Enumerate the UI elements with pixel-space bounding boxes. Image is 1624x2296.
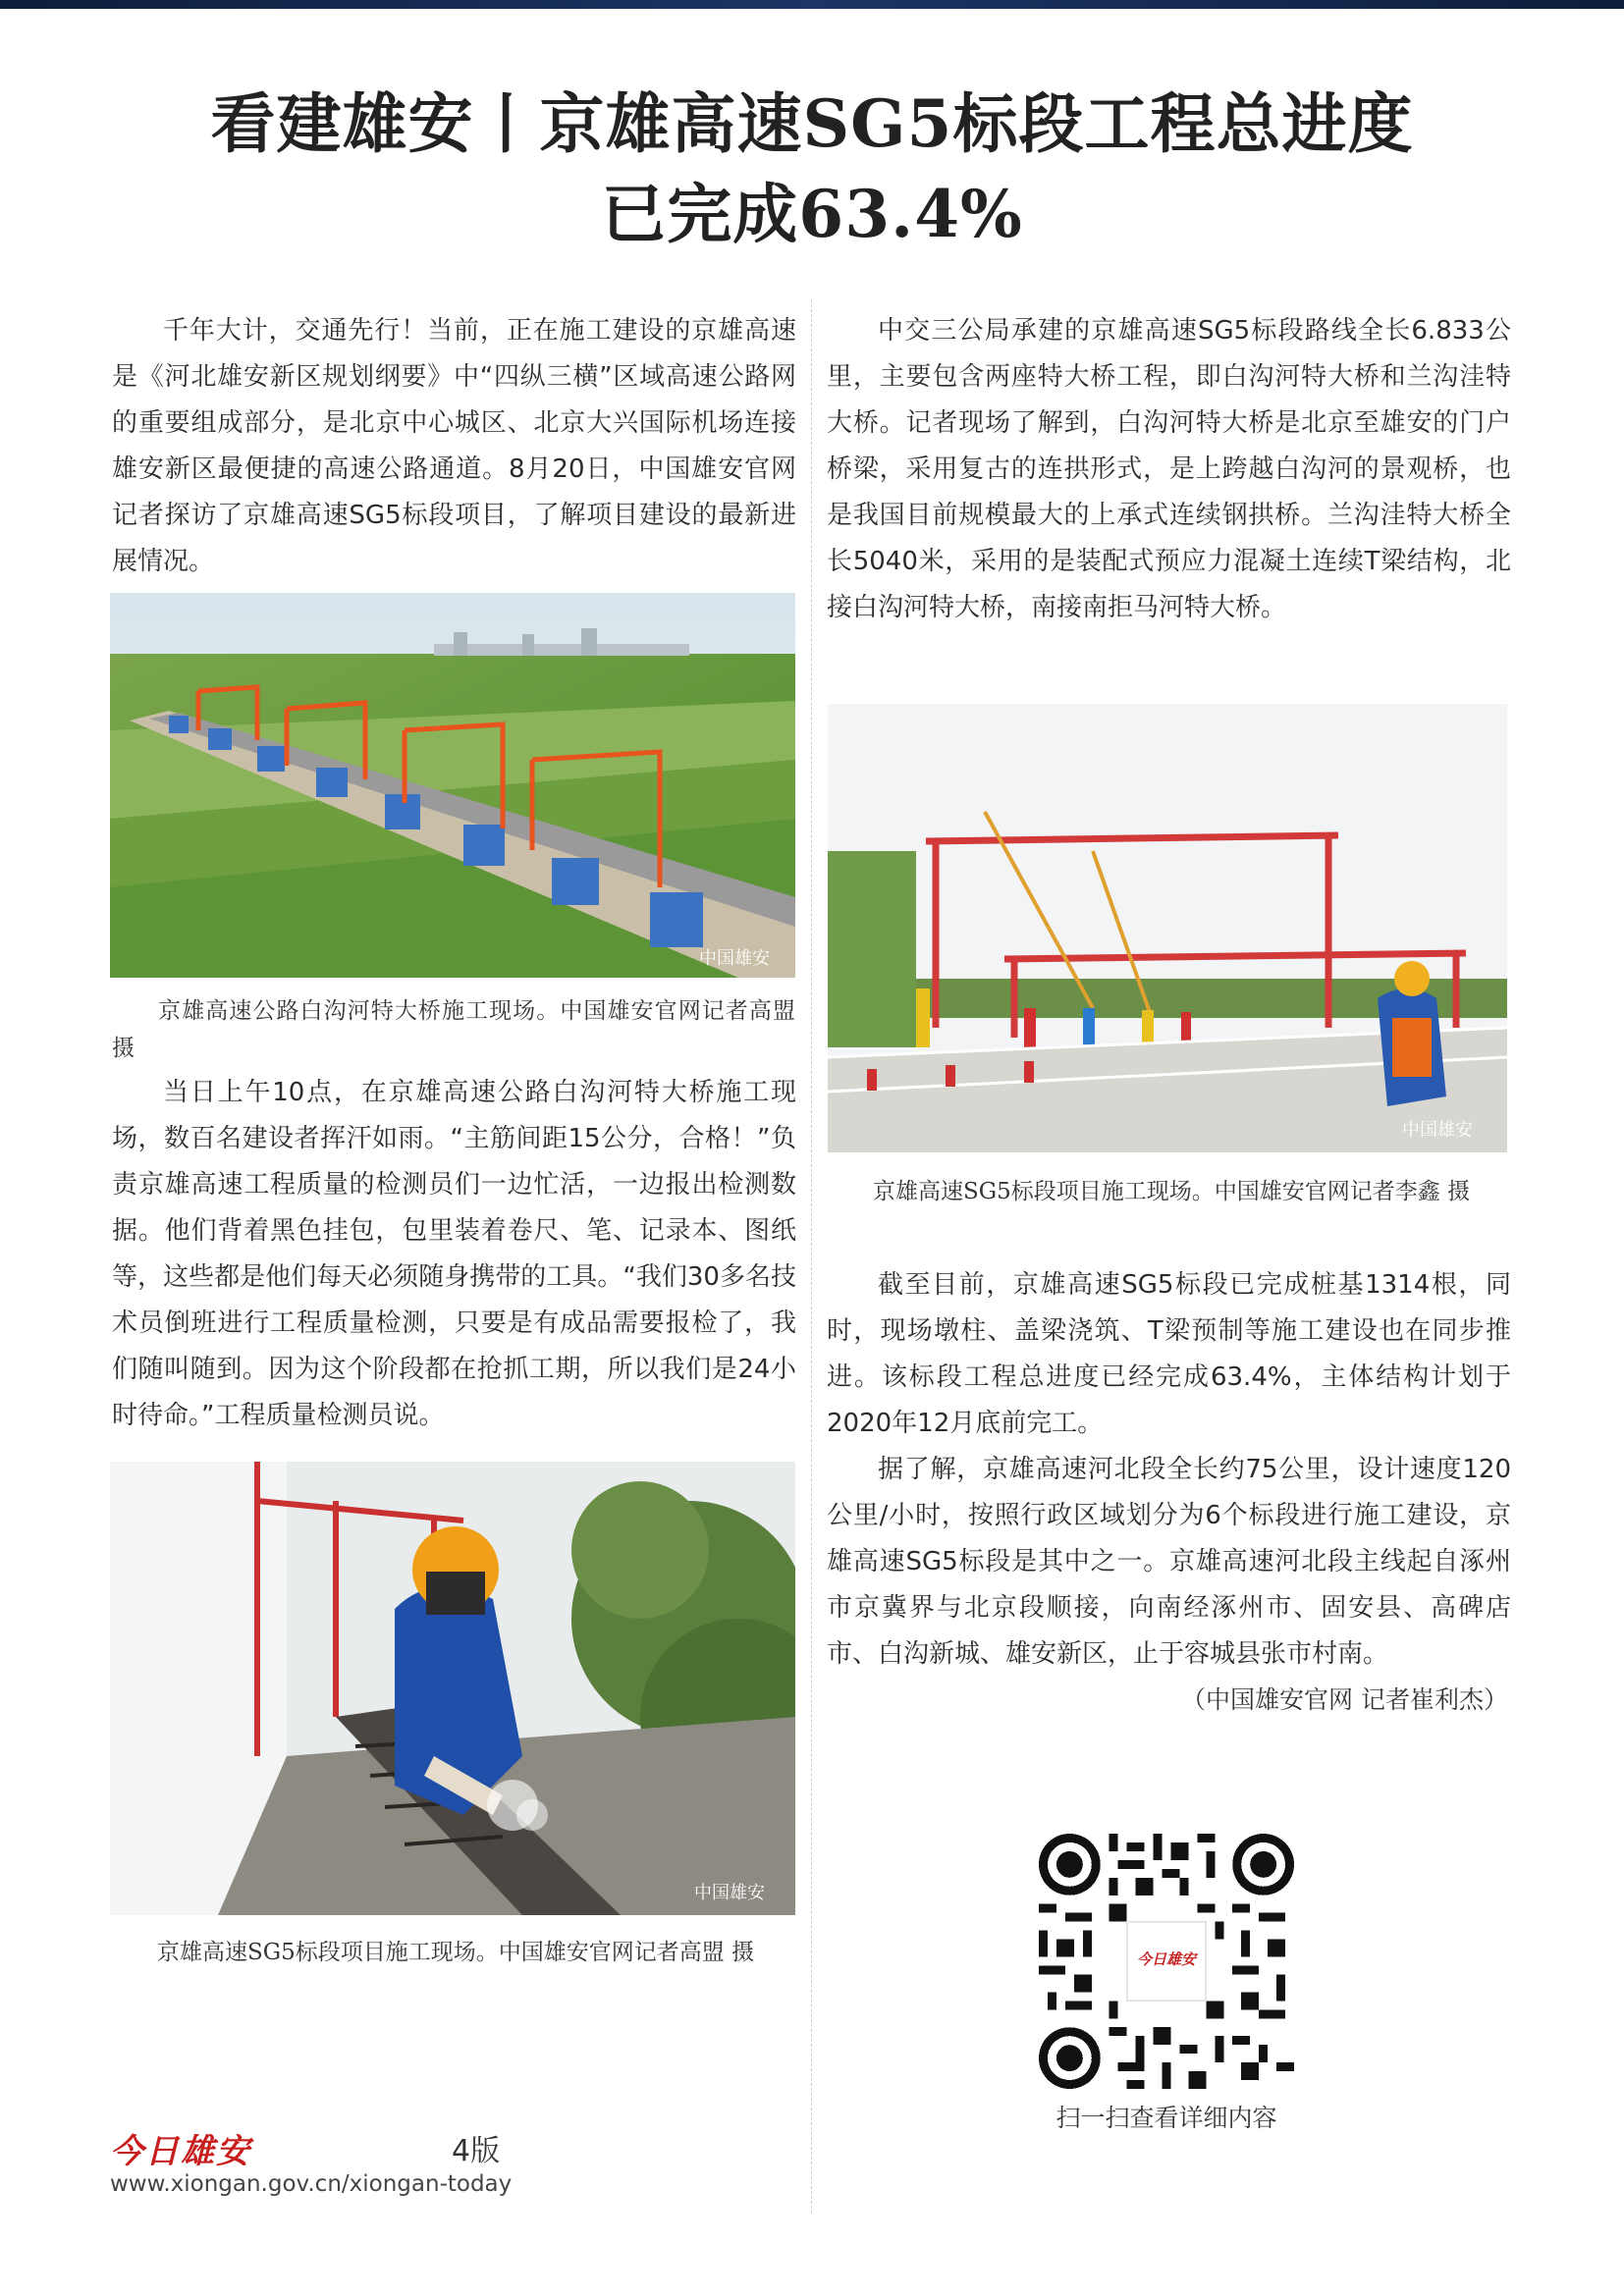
right-column [827, 308, 1511, 631]
right-paragraph-3: 据了解，京雄高速河北段全长约75公里，设计速度120公里/小时，按照行政区域划分为6个标段进行施工建设，京雄高速SG5标段是其中之一。京雄高速河北段主线起自涿州市京冀界与北京段顺接，向南经涿州市、固安县、高碑店市、白沟新城、雄安新区，止于容城县张市村南。 [827, 1455, 1511, 1669]
left-paragraph-2: 当日上午10点，在京雄高速公路白沟河特大桥施工现场，数百名建设者挥汗如雨。“主筋间距15公分，合格！”负责京雄高速工程质量的检测员们一边忙活，一边报出检测数据。他们背着黑色挂包，包里装着卷尺、笔、记录本、图纸等，这些都是他们每天必须随身携带的工具。“我们30多名技术员倒班进行工程质量检测，只要是有成品需要报检了，我们随叫随到。因为这个阶段都在抢抓工期，所以我们是24小时待命。”工程质量检测员说。 [112, 1078, 796, 1430]
qr-center-label: 今日雄安 [1137, 1950, 1197, 1968]
right-paragraph-1: 中交三公局承建的京雄高速SG5标段路线全长6.833公里，主要包含两座特大桥工程，即白沟河特大桥和兰沟洼特大桥。记者现场了解到，白沟河特大桥是北京至雄安的门户桥梁，采用复古的连拱形式，是上跨越白沟河的景观桥，也是我国目前规模最大的上承式连续钢拱桥。兰沟洼特大桥全长5040米，采用的是装配式预应力混凝土连续T梁结构，北接白沟河特大桥，南接南拒马河特大桥。 [827, 316, 1511, 622]
photo-bridge-construction-aerial [110, 593, 795, 978]
caption-photo-2: 京雄高速SG5标段项目施工现场。中国雄安官网记者李鑫 摄 [873, 1179, 1471, 1204]
qr-code[interactable] [1039, 1834, 1294, 2089]
caption-photo-1: 京雄高速公路白沟河特大桥施工现场。中国雄安官网记者高盟 摄 [112, 998, 795, 1061]
left-column [112, 308, 796, 585]
left-column-lower [112, 1070, 796, 1439]
right-column-lower [827, 1262, 1511, 1678]
photo-welder-at-work [110, 1462, 795, 1915]
qr-caption: 扫一扫查看详细内容 [1056, 2104, 1277, 2132]
title-line-2: 已完成63.4% [601, 176, 1023, 252]
column-divider [811, 299, 812, 2214]
caption-photo-3: 京雄高速SG5标段项目施工现场。中国雄安官网记者高盟 摄 [157, 1940, 755, 1965]
photo3-watermark: 中国雄安 [694, 1883, 765, 1903]
article-byline: （中国雄安官网 记者崔利杰） [1181, 1685, 1508, 1714]
right-paragraph-2: 截至目前，京雄高速SG5标段已完成桩基1314根，同时，现场墩柱、盖梁浇筑、T梁预制等施工建设也在同步推进。该标段工程总进度已经完成63.4%，主体结构计划于2020年12月底前完工。 [827, 1270, 1511, 1438]
photo1-watermark: 中国雄安 [699, 948, 770, 969]
title-line-1: 看建雄安丨京雄高速SG5标段工程总进度 [210, 85, 1414, 162]
photo2-watermark: 中国雄安 [1402, 1120, 1473, 1141]
article-title [0, 79, 1624, 259]
top-banner-bar [0, 0, 1624, 9]
page-number: 4版 [452, 2134, 501, 2168]
site-url-link[interactable]: www.xiongan.gov.cn/xiongan-today [110, 2171, 513, 2197]
left-paragraph-1: 千年大计，交通先行！当前，正在施工建设的京雄高速是《河北雄安新区规划纲要》中“四纵三横”区域高速公路网的重要组成部分，是北京中心城区、北京大兴国际机场连接雄安新区最便捷的高速公路通道。8月20日，中国雄安官网记者探访了京雄高速SG5标段项目，了解项目建设的最新进展情况。 [112, 316, 796, 576]
footer-logo: 今日雄安 [110, 2132, 251, 2171]
photo-sg5-construction-site [828, 704, 1507, 1152]
